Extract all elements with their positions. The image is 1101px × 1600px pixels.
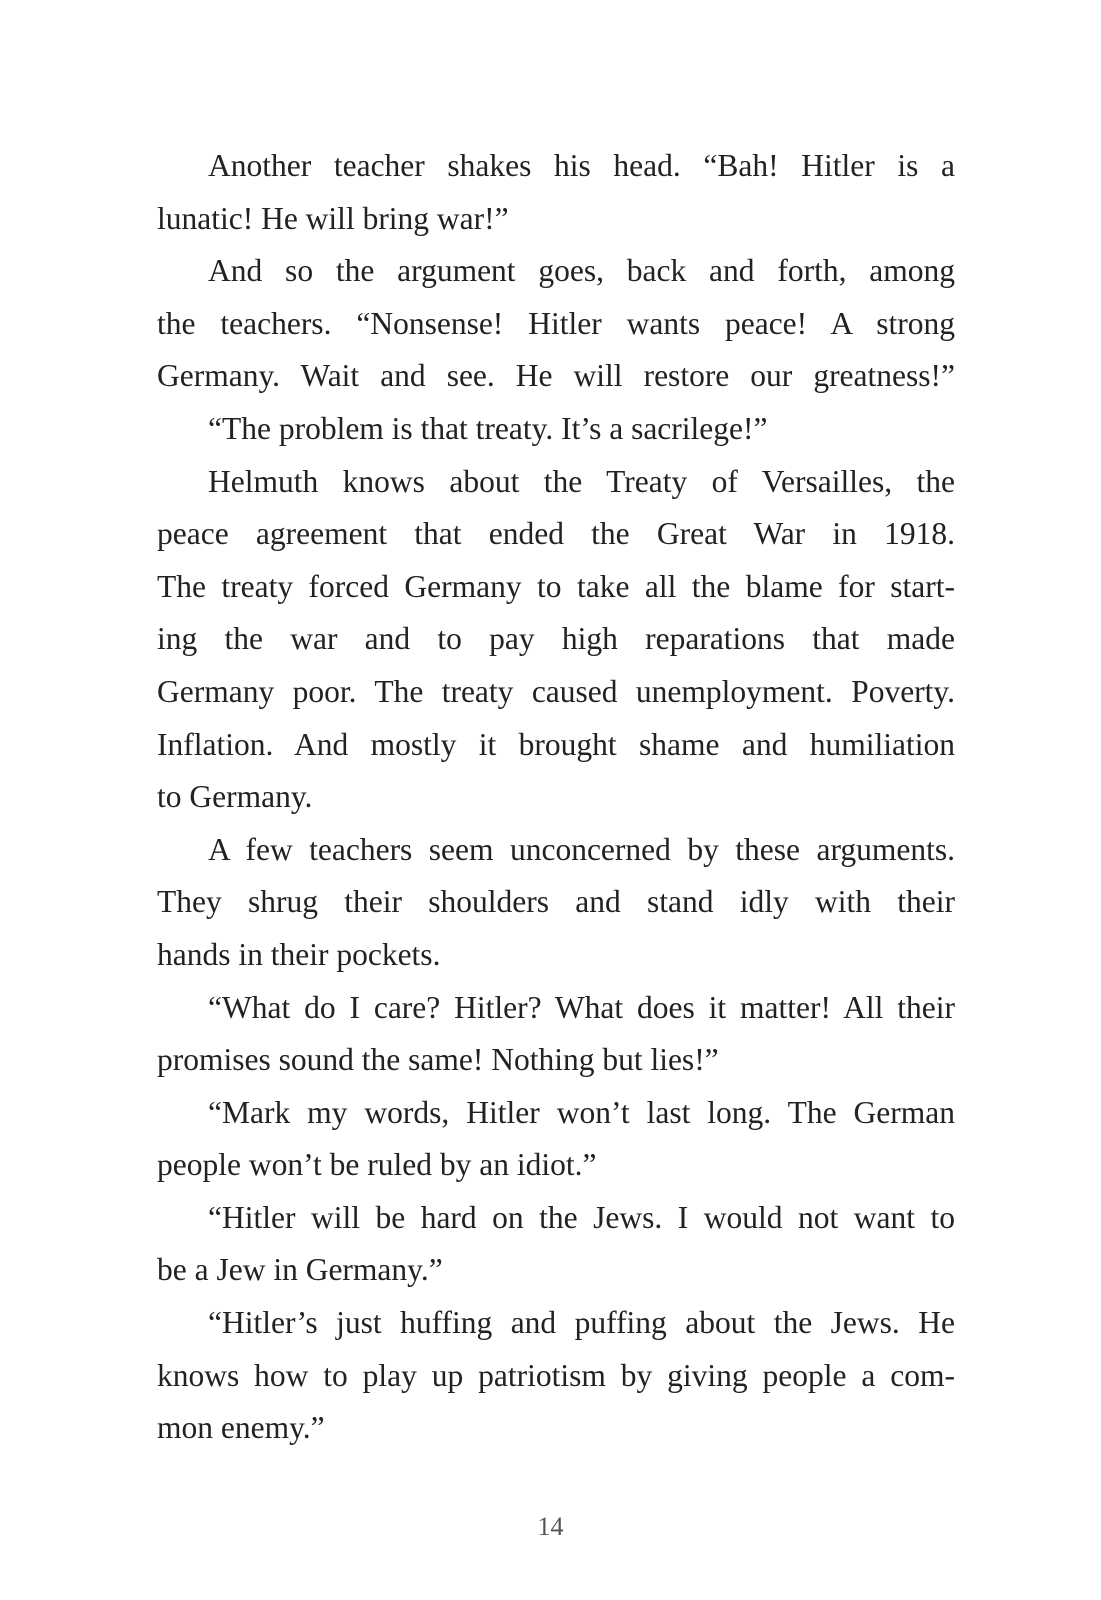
text-line: Another teacher shakes his head. “Bah! Hitler is a — [208, 148, 955, 183]
text-line: mon enemy.” — [157, 1410, 325, 1446]
text-line: “The problem is that treaty. It’s a sacrilege!” — [208, 410, 768, 446]
body-text — [157, 140, 955, 1455]
text-line: Germany. Wait and see. He will restore our greatness!” — [157, 358, 955, 394]
text-line: knows how to play up patriotism by giving people a com- — [157, 1357, 955, 1393]
text-line: be a Jew in Germany.” — [157, 1252, 443, 1288]
text-line: “What do I care? Hitler? What does it matter! All their — [208, 989, 955, 1025]
text-line: lunatic! He will bring war!” — [157, 200, 509, 236]
text-line: Helmuth knows about the Treaty of Versailles, the — [208, 463, 955, 499]
text-line: hands in their pockets. — [157, 936, 441, 972]
text-line: people won’t be ruled by an idiot.” — [157, 1147, 597, 1183]
text-line: to Germany. — [157, 779, 313, 815]
text-line: The treaty forced Germany to take all the blame for start- — [157, 568, 955, 604]
text-line: ing the war and to pay high reparations that made — [157, 621, 955, 657]
text-line: And so the argument goes, back and forth, among — [208, 253, 955, 289]
text-line: peace agreement that ended the Great War in 1918. — [157, 516, 955, 552]
text-line: “Mark my words, Hitler won’t last long. The German — [208, 1094, 955, 1130]
text-line: promises sound the same! Nothing but lies!” — [157, 1042, 719, 1078]
text-line: “Hitler will be hard on the Jews. I would not want to — [208, 1199, 955, 1235]
text-line: “Hitler’s just huffing and puffing about the Jews. He — [208, 1305, 955, 1341]
text-line: the teachers. “Nonsense! Hitler wants peace! A strong — [157, 305, 955, 341]
text-line: They shrug their shoulders and stand idly with their — [157, 884, 955, 920]
text-line: Inflation. And mostly it brought shame and humiliation — [157, 726, 955, 762]
text-line: A few teachers seem unconcerned by these arguments. — [208, 831, 955, 867]
text-line: Germany poor. The treaty caused unemployment. Poverty. — [157, 673, 955, 709]
page-number: 14 — [537, 1512, 564, 1541]
